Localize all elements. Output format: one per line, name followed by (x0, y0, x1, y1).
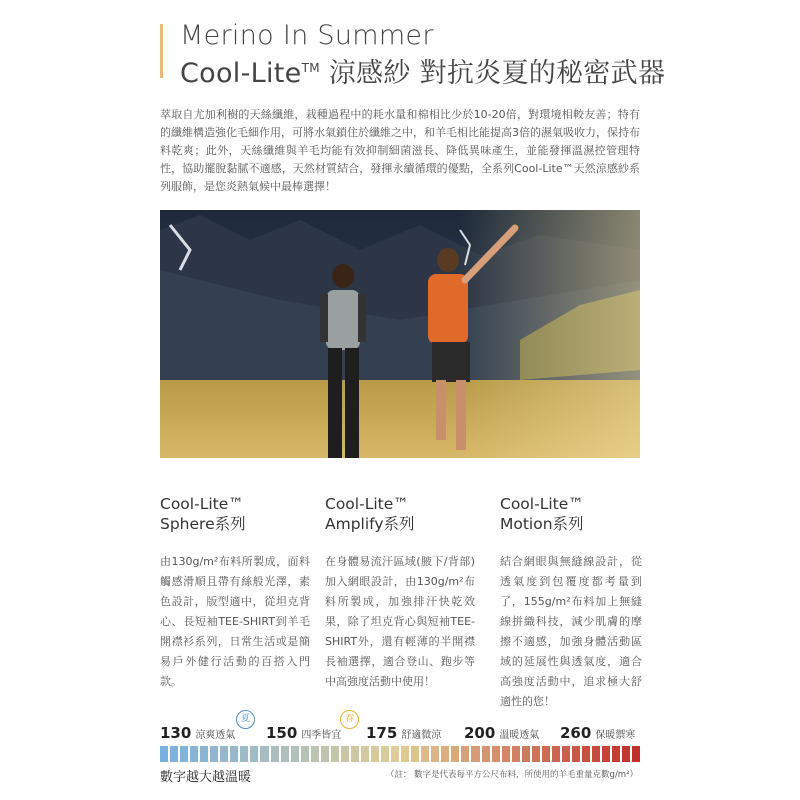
gradient-segment (240, 746, 248, 762)
column-heading-line2: Amplify系列 (325, 515, 415, 533)
gradient-segment (230, 746, 238, 762)
gradient-segment (572, 746, 580, 762)
gradient-segment (391, 746, 399, 762)
gradient-segment (612, 746, 620, 762)
gradient-segment (331, 746, 339, 762)
brand-name: Cool-Lite (180, 58, 302, 89)
gradient-segment (622, 746, 630, 762)
column-heading-line1: Cool-Lite™ (160, 495, 244, 513)
scale-item-150: 150 四季皆宜 (266, 724, 342, 742)
column-heading-line2: Motion系列 (500, 515, 584, 533)
scale-caption: 數字越大越溫暖 (160, 770, 252, 785)
gradient-segment (441, 746, 449, 762)
column-sphere (160, 494, 310, 692)
gradient-segment (361, 746, 369, 762)
title-accent-bar (160, 24, 163, 78)
gradient-segment (271, 746, 279, 762)
gradient-segment (431, 746, 439, 762)
column-body: 在身體易流汗區域(腋下/背部)加入網眼設計，由130g/m²布料所製成，加強排汗快乾效果，除了坦克背心與短袖TEE-SHIRT外，還有輕薄的半開襟長袖選擇，適合登山、跑步等中高強度活動中使用！ (325, 555, 475, 688)
gradient-segment (220, 746, 228, 762)
summer-badge: 夏 (236, 710, 255, 729)
intro-paragraph: 萃取自尤加利樹的天絲纖維，栽種過程中的耗水量和棉相比少於10-20倍，對環境相較友善；特有的纖維構造強化毛細作用，可將水氣鎖住於纖維之中，和羊毛相比能提高3倍的濕氣吸收力，保持布料乾爽；此外，天絲纖維與羊毛均能有效抑制細菌滋長、降低異味產生，並能發揮溫濕控管理特性，協助擺脫黏膩不適感，天然材質結合，發揮永續循環的優點，全系列Cool-Lite™天然涼感紗系列服飾，是您炎熱氣候中最棒選擇！ (160, 108, 640, 193)
page-title: Merino In Summer (180, 20, 434, 51)
gradient-segment (351, 746, 359, 762)
gradient-segment (291, 746, 299, 762)
gradient-segment (301, 746, 309, 762)
gradient-segment (160, 746, 168, 762)
gradient-segment (321, 746, 329, 762)
gradient-segment (532, 746, 540, 762)
column-heading-line1: Cool-Lite™ (325, 495, 409, 513)
scale-item-175: 175 舒適微涼 (366, 724, 442, 742)
gradient-segment (461, 746, 469, 762)
gradient-segment (502, 746, 510, 762)
gradient-segment (371, 746, 379, 762)
footnote: （註： 數字是代表每平方公尺布料，所使用的羊毛重量克數g/m²） (385, 770, 638, 780)
hero-photo (160, 210, 640, 458)
warmth-scale-labels (160, 723, 640, 741)
gradient-segment (281, 746, 289, 762)
column-body: 結合網眼與無縫線設計，從透氣度到包覆度都考量到了，155g/m²布料加上無縫線拼織科技，減少肌膚的摩擦不適感，加強身體活動區域的延展性與透氣度，適合高強度活動中，追求極大舒適性的您！ (500, 555, 642, 708)
gradient-segment (401, 746, 409, 762)
column-heading-line1: Cool-Lite™ (500, 495, 584, 513)
gradient-segment (411, 746, 419, 762)
column-heading-line2: Sphere系列 (160, 515, 246, 533)
gradient-segment (522, 746, 530, 762)
scale-item-130: 130 涼爽透氣 (160, 724, 236, 742)
gradient-segment (421, 746, 429, 762)
gradient-segment (512, 746, 520, 762)
gradient-segment (381, 746, 389, 762)
gradient-segment (260, 746, 268, 762)
gradient-segment (210, 746, 218, 762)
scale-item-260: 260 保暖禦寒 (560, 724, 636, 742)
gradient-segment (482, 746, 490, 762)
gradient-segment (250, 746, 258, 762)
gradient-segment (592, 746, 600, 762)
gradient-segment (311, 746, 319, 762)
gradient-segment (180, 746, 188, 762)
gradient-segment (552, 746, 560, 762)
gradient-segment (170, 746, 178, 762)
subtitle-text: 涼感紗 對抗炎夏的秘密武器 (319, 58, 666, 89)
column-motion (500, 494, 642, 712)
gradient-segment (602, 746, 610, 762)
warmth-gradient-bar (160, 746, 640, 762)
trademark-mark: TM (301, 61, 320, 75)
gradient-segment (200, 746, 208, 762)
gradient-segment (341, 746, 349, 762)
hikers-photo-illustration (160, 210, 640, 458)
gradient-segment (471, 746, 479, 762)
gradient-segment (190, 746, 198, 762)
page-subtitle (180, 51, 665, 90)
spring-badge: 春 (340, 710, 359, 729)
gradient-segment (582, 746, 590, 762)
gradient-segment (542, 746, 550, 762)
gradient-segment (451, 746, 459, 762)
gradient-segment (562, 746, 570, 762)
column-body: 由130g/m²布料所製成，面料觸感滑順且帶有絲般光澤，素色設計，版型適中，從坦克背心、長短袖TEE-SHIRT到羊毛開襟衫系列，日常生活或是簡易戶外健行活動的百搭入門款。 (160, 555, 310, 688)
scale-item-200: 200 溫暖透氣 (464, 724, 540, 742)
gradient-segment (632, 746, 640, 762)
gradient-segment (492, 746, 500, 762)
column-amplify (325, 494, 475, 692)
